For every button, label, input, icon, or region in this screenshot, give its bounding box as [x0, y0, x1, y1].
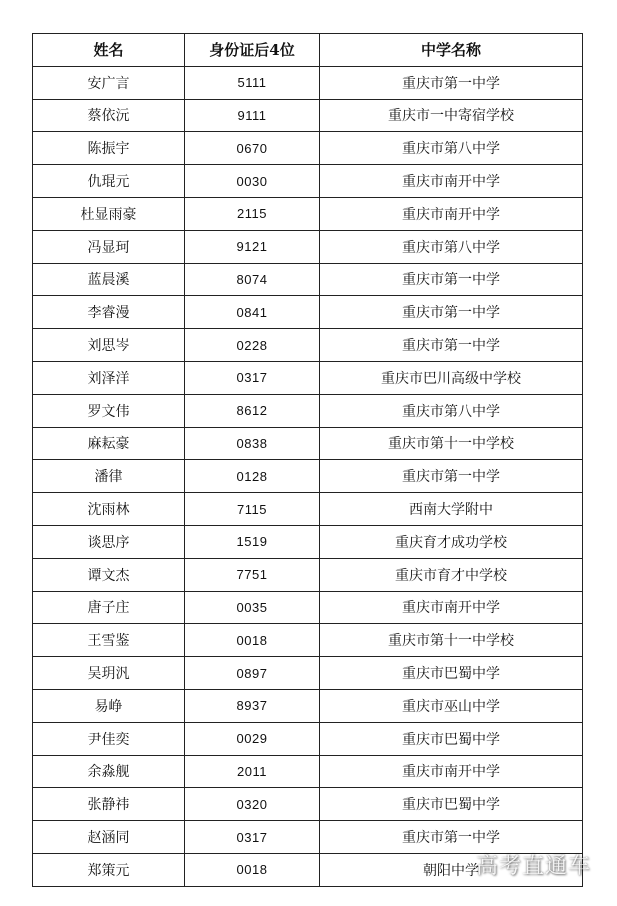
school-name-cell: 重庆市第十一中学校 — [320, 427, 583, 460]
table-row — [33, 230, 583, 263]
student-name-cell: 张静祎 — [33, 788, 185, 821]
student-name-cell: 安广言 — [33, 66, 185, 99]
table-row — [33, 460, 583, 493]
id-last4-cell: 9111 — [185, 99, 320, 132]
student-name-cell: 冯显珂 — [33, 230, 185, 263]
id-last4-cell: 0018 — [185, 624, 320, 657]
column-header-name: 姓名 — [33, 34, 185, 67]
id-last4-cell: 0128 — [185, 460, 320, 493]
table-row — [33, 197, 583, 230]
id-last4-cell: 0030 — [185, 165, 320, 198]
student-name-cell: 沈雨林 — [33, 493, 185, 526]
id-last4-cell: 8612 — [185, 394, 320, 427]
student-name-cell: 蔡依沅 — [33, 99, 185, 132]
id-last4-cell: 0897 — [185, 657, 320, 690]
table-row — [33, 821, 583, 854]
id-last4-cell: 0228 — [185, 329, 320, 362]
table-row — [33, 755, 583, 788]
table-row — [33, 558, 583, 591]
id-last4-cell: 8937 — [185, 689, 320, 722]
school-name-cell: 重庆市南开中学 — [320, 591, 583, 624]
school-name-cell: 重庆市第十一中学校 — [320, 624, 583, 657]
table-row — [33, 329, 583, 362]
table-row — [33, 689, 583, 722]
table-body — [33, 66, 583, 886]
school-name-cell: 重庆市南开中学 — [320, 197, 583, 230]
table-row — [33, 99, 583, 132]
id-last4-cell: 0317 — [185, 361, 320, 394]
student-name-cell: 陈振宇 — [33, 132, 185, 165]
table-header-row — [33, 34, 583, 67]
table-row — [33, 591, 583, 624]
school-name-cell: 重庆市一中寄宿学校 — [320, 99, 583, 132]
table-row — [33, 394, 583, 427]
table-row — [33, 624, 583, 657]
table-row — [33, 132, 583, 165]
school-name-cell: 重庆市第一中学 — [320, 66, 583, 99]
id-last4-cell: 0018 — [185, 853, 320, 886]
student-name-cell: 谈思序 — [33, 525, 185, 558]
student-name-cell: 刘思岑 — [33, 329, 185, 362]
table-row — [33, 525, 583, 558]
id-last4-cell: 0838 — [185, 427, 320, 460]
table-row — [33, 788, 583, 821]
school-name-cell: 重庆市巫山中学 — [320, 689, 583, 722]
school-name-cell: 重庆市巴蜀中学 — [320, 788, 583, 821]
school-name-cell: 重庆市第一中学 — [320, 821, 583, 854]
school-name-cell: 重庆市第八中学 — [320, 230, 583, 263]
student-name-cell: 罗文伟 — [33, 394, 185, 427]
table-row — [33, 493, 583, 526]
student-name-cell: 麻耘豪 — [33, 427, 185, 460]
id-last4-cell: 0035 — [185, 591, 320, 624]
school-name-cell: 重庆市巴川高级中学校 — [320, 361, 583, 394]
column-header-school: 中学名称 — [320, 34, 583, 67]
table-row — [33, 853, 583, 886]
school-name-cell: 重庆市第八中学 — [320, 394, 583, 427]
watermark-text: 高考直通车 — [475, 854, 591, 879]
school-name-cell: 重庆育才成功学校 — [320, 525, 583, 558]
student-name-cell: 赵涵同 — [33, 821, 185, 854]
student-name-cell: 王雪鉴 — [33, 624, 185, 657]
school-name-cell: 西南大学附中 — [320, 493, 583, 526]
id-last4-cell: 7751 — [185, 558, 320, 591]
table-row — [33, 296, 583, 329]
school-name-cell: 重庆市第八中学 — [320, 132, 583, 165]
id-last4-cell: 0317 — [185, 821, 320, 854]
id-last4-cell: 0320 — [185, 788, 320, 821]
table-row — [33, 66, 583, 99]
id-last4-cell: 7115 — [185, 493, 320, 526]
student-name-cell: 尹佳奕 — [33, 722, 185, 755]
id-last4-cell: 2115 — [185, 197, 320, 230]
id-last4-cell: 0670 — [185, 132, 320, 165]
school-name-cell: 重庆市南开中学 — [320, 165, 583, 198]
table-row — [33, 722, 583, 755]
id-last4-cell: 0029 — [185, 722, 320, 755]
school-name-cell: 重庆市第一中学 — [320, 263, 583, 296]
student-name-cell: 杜显雨豪 — [33, 197, 185, 230]
table-row — [33, 165, 583, 198]
school-name-cell: 重庆市南开中学 — [320, 755, 583, 788]
table-row — [33, 657, 583, 690]
student-name-cell: 余淼舰 — [33, 755, 185, 788]
student-name-cell: 易峥 — [33, 689, 185, 722]
school-name-cell: 重庆市第一中学 — [320, 460, 583, 493]
school-name-cell: 重庆市第一中学 — [320, 296, 583, 329]
table-row — [33, 263, 583, 296]
school-name-cell: 重庆市育才中学校 — [320, 558, 583, 591]
column-header-id-last4: 身份证后4位 — [185, 34, 320, 67]
id-last4-cell: 0841 — [185, 296, 320, 329]
school-name-cell: 重庆市巴蜀中学 — [320, 657, 583, 690]
id-last4-cell: 2011 — [185, 755, 320, 788]
student-name-cell: 李睿漫 — [33, 296, 185, 329]
student-name-cell: 蓝晨溪 — [33, 263, 185, 296]
id-last4-cell: 9121 — [185, 230, 320, 263]
id-last4-cell: 8074 — [185, 263, 320, 296]
student-name-cell: 吴玥汎 — [33, 657, 185, 690]
school-name-cell: 重庆市第一中学 — [320, 329, 583, 362]
student-name-cell: 刘泽洋 — [33, 361, 185, 394]
student-name-cell: 仇琨元 — [33, 165, 185, 198]
table-row — [33, 427, 583, 460]
school-name-cell: 朝阳中学 — [320, 853, 583, 886]
student-name-cell: 郑策元 — [33, 853, 185, 886]
id-last4-cell: 5111 — [185, 66, 320, 99]
student-name-cell: 唐子庄 — [33, 591, 185, 624]
student-name-cell: 谭文杰 — [33, 558, 185, 591]
student-table — [32, 33, 583, 887]
id-last4-cell: 1519 — [185, 525, 320, 558]
table-row — [33, 361, 583, 394]
student-name-cell: 潘律 — [33, 460, 185, 493]
school-name-cell: 重庆市巴蜀中学 — [320, 722, 583, 755]
